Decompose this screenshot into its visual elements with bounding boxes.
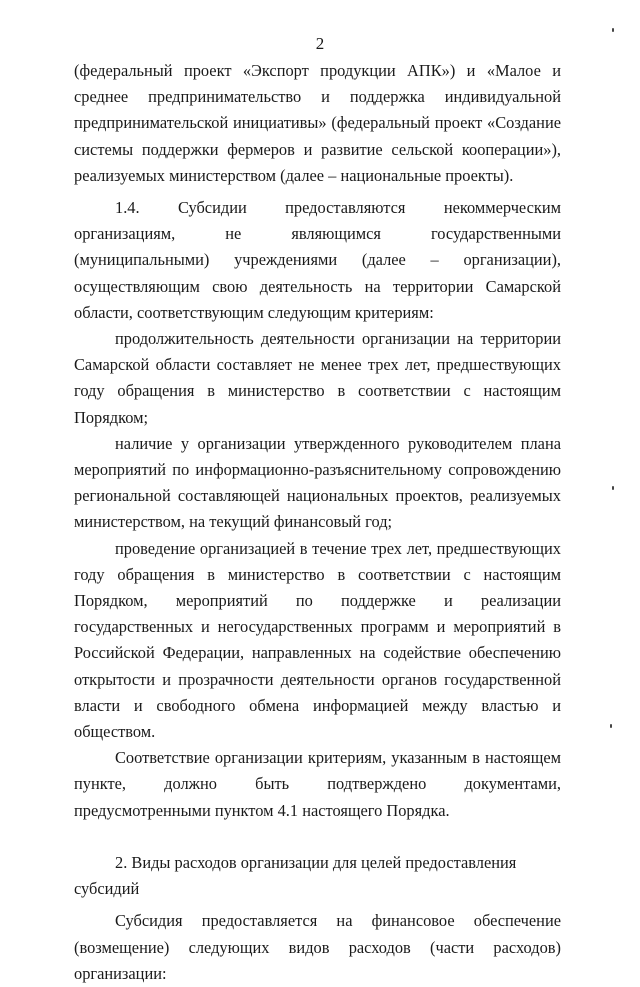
scan-speck: [610, 724, 612, 728]
section-heading: 2. Виды расходов организации для целей предоставления субсидий: [74, 852, 517, 899]
scan-speck: [612, 28, 614, 32]
scan-speck: [612, 486, 614, 490]
paragraph-expense-types: Субсидия предоставляется на финансовое обеспечение (возмещение) следующих видов расходов (части расходов) организации:: [74, 911, 561, 983]
paragraph-criterion-plan: наличие у организации утвержденного руководителем плана мероприятий по информационно-разъяснительному сопровождению региональной составляющей национальных проектов, реализуемых министерством, на текущий финансовый год;: [74, 433, 561, 532]
paragraph-subsidy-recipients: 1.4. Субсидии предоставляются некоммерческим организациям, не являющимся государственными (муниципальными) учреждениями (далее – организации), осуществляющим свою деятельность на территории Самарской области, соответствующим следующим критериям:: [74, 198, 561, 322]
document-body: [74, 58, 561, 987]
paragraph-criterion-events: проведение организацией в течение трех лет, предшествующих году обращения в министерство в соответствии с настоящим Порядком, мероприятий по поддержке и реализации государственных и негосударственных программ и мероприятий в Российской Федерации, направленных на содействие обеспечению открытости и прозрачности деятельности органов государственной власти и свободного обмена информацией между властью и обществом.: [74, 538, 561, 742]
paragraph-criterion-duration: продолжительность деятельности организации на территории Самарской области составляет не менее трех лет, предшествующих году обращения в министерство в соответствии с настоящим Порядком;: [74, 329, 561, 427]
page-number: 2: [315, 34, 325, 53]
paragraph-national-projects: (федеральный проект «Экспорт продукции АПК») и «Малое и среднее предпринимательство и поддержка индивидуальной предпринимательской инициативы» (федеральный проект «Создание системы поддержки фермеров и развитие сельской кооперации»), реализуемых министерством (далее – национальные проекты).: [74, 61, 561, 185]
paragraph-compliance: Соответствие организации критериям, указанным в настоящем пункте, должно быть подтверждено документами, предусмотренными пунктом 4.1 настоящего Порядка.: [74, 748, 561, 820]
